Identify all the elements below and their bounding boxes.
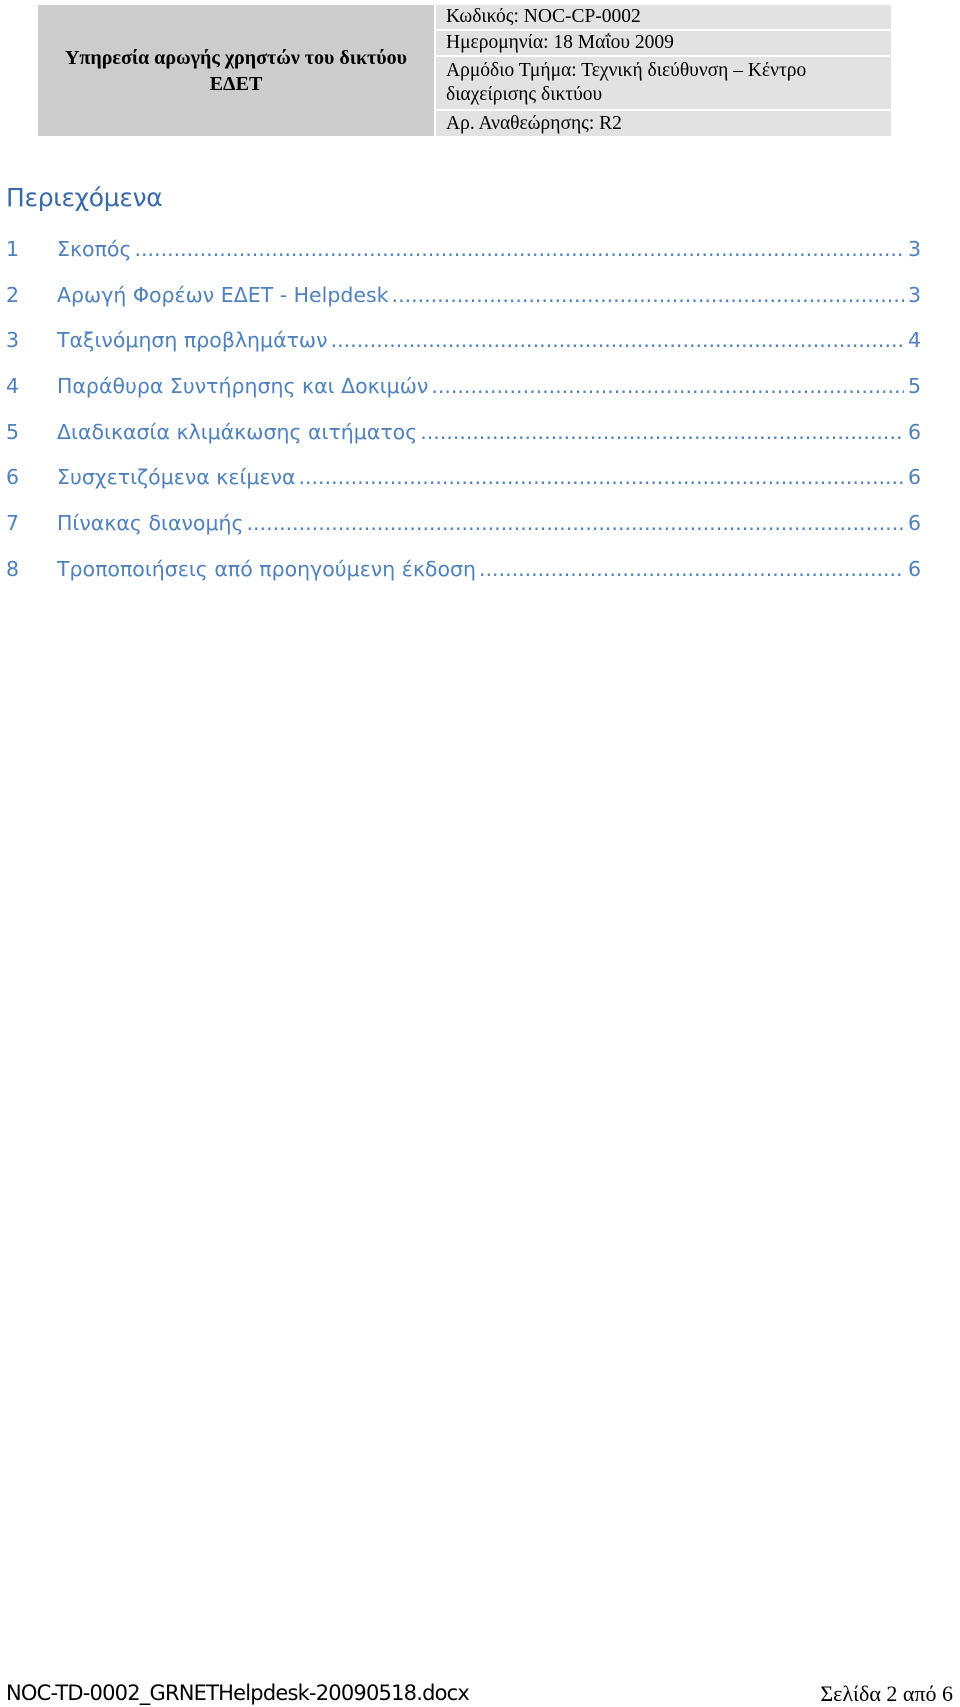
toc-dot-leader [299,465,904,489]
toc-entry[interactable] [6,283,921,329]
document-code: Κωδικός: NOC-CP-0002 [435,4,892,30]
toc-heading: Περιεχόμενα [6,183,163,212]
table-of-contents [6,237,921,603]
toc-entry-number: 8 [6,556,20,581]
toc-entry[interactable] [6,557,921,603]
toc-entry-number: 3 [6,328,20,353]
toc-entry-title: Τροποποιήσεις από προηγούμενη έκδοση [57,556,476,581]
toc-entry-title: Πίνακας διανομής [57,511,244,536]
toc-entry-page: 6 [907,465,921,490]
toc-entry-title: Αρωγή Φορέων ΕΔΕΤ - Helpdesk [57,282,389,307]
toc-entry-page: 6 [907,511,921,536]
toc-entry-page: 3 [907,282,921,307]
toc-entry[interactable] [6,374,921,420]
toc-entry[interactable] [6,465,921,511]
toc-entry-number: 5 [6,419,20,444]
toc-entry-number: 6 [6,465,20,490]
toc-dot-leader [331,328,904,352]
toc-entry-page: 6 [907,556,921,581]
toc-dot-leader [135,237,904,261]
toc-entry[interactable] [6,420,921,466]
toc-entry-number: 1 [6,237,20,261]
toc-entry-title: Ταξινόμηση προβλημάτων [57,328,328,353]
footer-page-number: Σελίδα 2 από 6 [820,1681,953,1706]
toc-entry-number: 7 [6,511,20,536]
toc-entry-number: 2 [6,282,20,307]
document-date: Ημερομηνία: 18 Μαΐου 2009 [435,30,892,56]
toc-entry[interactable] [6,511,921,557]
document-header-table [36,3,893,138]
page-footer [6,1681,953,1707]
toc-dot-leader [392,283,904,307]
toc-dot-leader [431,374,904,398]
toc-entry-title: Διαδικασία κλιμάκωσης αιτήματος [57,419,418,444]
footer-filename: NOC-TD-0002_GRNETHelpdesk-20090518.docx [6,1681,470,1705]
toc-entry[interactable] [6,328,921,374]
toc-dot-leader [479,557,904,581]
toc-entry-title: Συσχετιζόμενα κείμενα [57,465,296,490]
toc-dot-leader [247,511,904,535]
toc-dot-leader [420,420,904,444]
responsible-department: Αρμόδιο Τμήμα: Τεχνική διεύθυνση – Κέντρο διαχείρισης δικτύου [435,56,892,110]
toc-entry-number: 4 [6,374,20,399]
revision-number: Αρ. Αναθεώρησης: R2 [435,110,892,137]
toc-entry[interactable] [6,237,921,283]
organization-name: Υπηρεσία αρωγής χρηστών του δικτύου ΕΔΕΤ [37,4,435,137]
toc-entry-page: 4 [907,328,921,353]
toc-entry-page: 6 [907,419,921,444]
toc-entry-page: 5 [907,374,921,399]
toc-entry-page: 3 [907,237,921,261]
toc-entry-title: Σκοπός [57,237,132,261]
toc-entry-title: Παράθυρα Συντήρησης και Δοκιμών [57,374,429,399]
